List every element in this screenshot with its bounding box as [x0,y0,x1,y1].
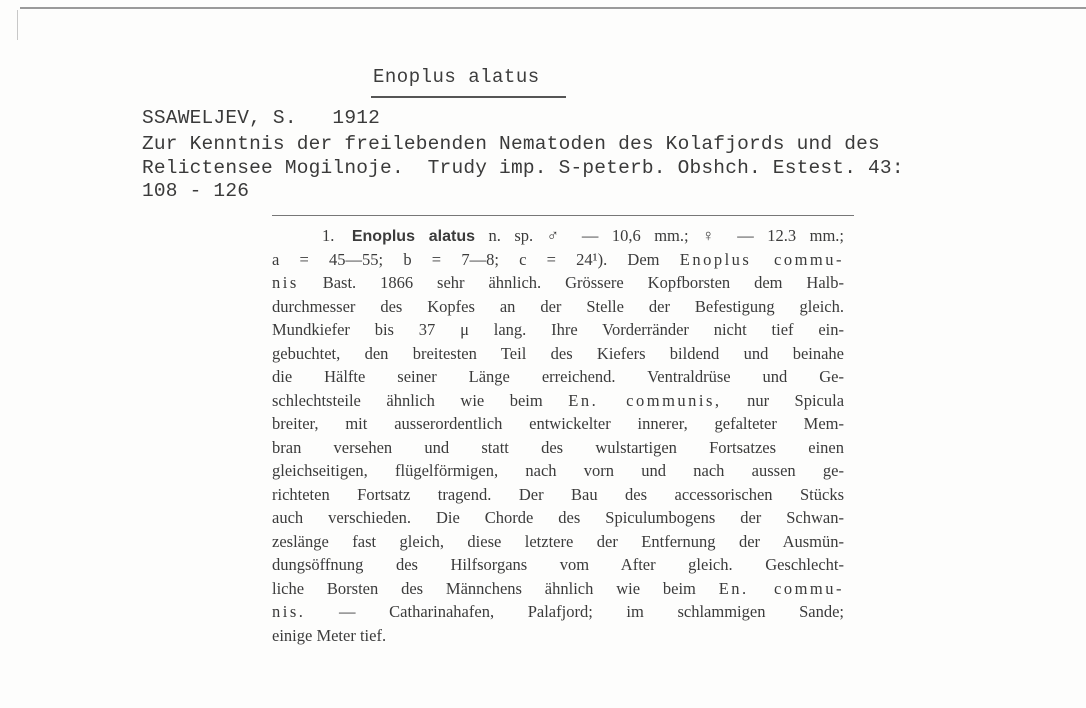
clip-text: a = 45—55; b = 7—8; c = 24¹). Dem [272,249,660,269]
clip-line: einige Meter tief. [272,625,387,645]
description-clipping [272,224,844,647]
clip-line: die Hälfte seiner Länge erreichend. Ventraldrüse und Ge- [272,367,844,386]
clip-line: richteten Fortsatz tragend. Der Bau des accessorischen Stücks [272,484,844,504]
clip-line: bran versehen und statt des wulstartigen Fortsatzes einen [272,437,844,457]
clip-line [272,248,844,272]
entry-number: 1. [322,226,335,245]
species-name: Enoplus alatus [351,228,476,245]
clip-text: liche Borsten des Männchens ähnlich wie beim [272,578,696,598]
clip-line: gebuchtet, den breitesten Teil des Kiefers bildend und beinahe [272,343,844,363]
clip-text: Bast. 1866 sehr ähnlich. Grössere Kopfborsten dem Halb- [322,273,844,292]
clip-text: nur Spicula [747,390,845,410]
clip-text: — Catharinahafen, Palafjord; im schlammigen Sande; [339,602,844,621]
clipping-top-rule [272,215,854,216]
citation-title-line-1: Zur Kenntnis der freilebenden Nematoden des Kolafjords und des [142,133,880,155]
clip-line: durchmesser des Kopfes an der Stelle der Befestigung gleich. [272,296,844,316]
clip-text: n. sp. ♂ — 10,6 mm.; ♀ — 12.3 mm.; [488,226,844,245]
clip-line [272,271,844,295]
clip-line: auch verschieden. Die Chorde des Spiculumbogens der Schwan- [272,508,844,527]
clip-line: dungsöffnung des Hilfsorgans vom After gleich. Geschlecht- [272,555,844,574]
clip-line: breiter, mit ausserordentlich entwickelter innerer, gefalteter Mem- [272,414,844,433]
clip-line: zeslänge fast gleich, diese letztere der Entfernung der Ausmün- [272,531,844,551]
clip-line: gleichseitigen, flügelförmigen, nach vorn und nach aussen ge- [272,461,844,480]
top-border [20,7,1086,9]
species-title: Enoplus alatus [373,66,540,88]
clip-line: Mundkiefer bis 37 μ lang. Ihre Vorderränder nicht tief ein- [272,320,844,339]
clip-line [272,224,844,248]
genus-spaced: nis. [272,602,306,621]
citation-author-year: SSAWELJEV, S. 1912 [142,107,381,129]
left-border [17,10,18,40]
genus-spaced: nis [272,273,299,292]
genus-spaced: Enoplus commu- [679,249,845,269]
clip-text: schlechtsteile ähnlich wie beim [272,390,543,410]
genus-spaced: En. communis, [568,390,722,410]
clip-line [272,577,844,601]
citation-title-line-2: Relictensee Mogilnoje. Trudy imp. S-peterb. Obshch. Estest. 43: [142,157,904,179]
clip-line [272,600,844,624]
citation-pages: 108 - 126 [142,180,250,202]
genus-spaced: En. commu- [718,578,844,598]
title-underline [371,96,566,98]
clip-line [272,389,844,413]
